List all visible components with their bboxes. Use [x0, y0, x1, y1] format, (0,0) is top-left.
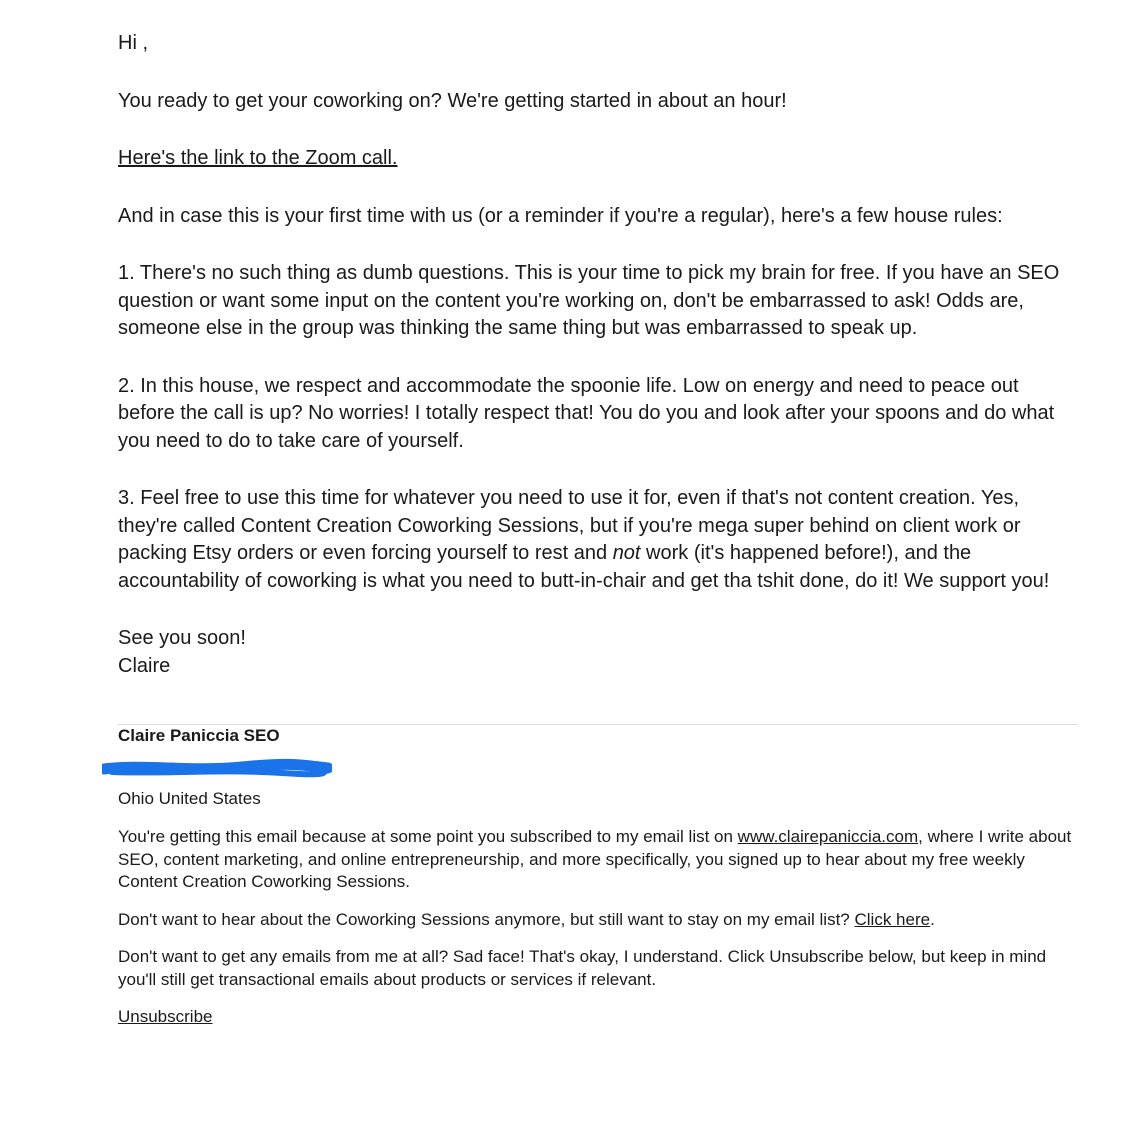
redacted-address [118, 756, 1078, 788]
rule-3-text-end: work (it's happened before!), and the accountability of coworking is what you need to butt-in-chair and get tha tshit done, do it! We support you! [118, 542, 1050, 592]
website-link[interactable]: www.clairepaniccia.com [737, 827, 919, 846]
rule-1: 1. There's no such thing as dumb questions. This is your time to pick my brain for free. If you have an SEO question or want some input on the content you're working on, don't be embarrassed to ask! Odds are, someone else in the group was thinking the same thing but was embarrassed to speak up. [118, 262, 1060, 339]
email-container [118, 0, 1078, 1029]
unsubscribe-paragraph [118, 1006, 1078, 1029]
email-footer [118, 725, 1078, 1029]
coworking-opt-out [118, 909, 1078, 932]
signoff: See you soon! [118, 627, 246, 649]
greeting: Hi , [118, 32, 148, 54]
company-name: Claire Paniccia SEO [118, 726, 280, 745]
rules-intro: And in case this is your first time with us (or a reminder if you're a regular), here's a few house rules: [118, 204, 1003, 227]
click-here-link[interactable]: Click here [854, 909, 931, 929]
redaction-scribble [102, 758, 332, 780]
coworking-opt-out-text: Don't want to hear about the Coworking Sessions anymore, but still want to stay on my email list? [118, 909, 855, 929]
address-country: Ohio United States [118, 788, 261, 808]
rule-3-emphasis: not [612, 542, 641, 564]
rule-3 [118, 485, 1078, 595]
subscription-text-end: , where I write about SEO, content marketing, and online entrepreneurship, and more specifically, you signed up to hear about my free weekly Content Creation Coworking Sessions. [118, 827, 1072, 891]
signature: Claire [118, 654, 171, 677]
rule-3-text-start: 3. Feel free to use this time for whatever you need to use it for, even if that's not content creation. Yes, they're called Content Creation Coworking Sessions, but if you're mega super behind on client work or packing Etsy orders or even forcing yourself to rest and [118, 487, 1021, 564]
zoom-link[interactable]: Here's the link to the Zoom call. [118, 147, 398, 169]
subscription-notice [118, 826, 1078, 894]
email-body [118, 0, 1078, 680]
zoom-link-paragraph [118, 145, 1078, 173]
subscription-text-start: You're getting this email because at some point you subscribed to my email list on [118, 827, 738, 846]
coworking-opt-out-end: . [930, 909, 935, 929]
rule-2: 2. In this house, we respect and accommodate the spoonie life. Low on energy and need to peace out before the call is up? No worries! I totally respect that! You do you and look after your spoons and do what you need to do to take care of yourself. [118, 374, 1055, 452]
unsubscribe-link[interactable]: Unsubscribe [118, 1007, 213, 1026]
intro-text: You ready to get your coworking on? We're getting started in about an hour! [118, 89, 787, 112]
unsubscribe-notice: Don't want to get any emails from me at all? Sad face! That's okay, I understand. Click Unsubscribe below, but keep in mind you'll still get transactional emails about products or services if relevant. [118, 947, 1047, 989]
